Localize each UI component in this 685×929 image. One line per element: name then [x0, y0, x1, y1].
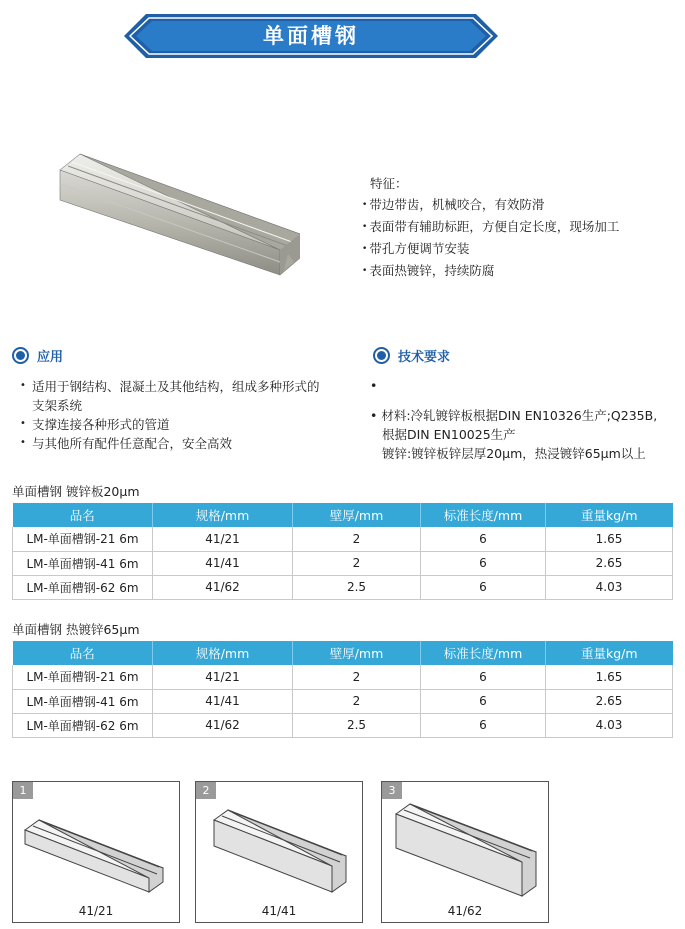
product-image: [50, 150, 300, 280]
table-cell: 6: [421, 713, 546, 737]
table2-title: 单面槽钢 热镀锌65μm: [12, 622, 140, 637]
table-header-row: [13, 641, 673, 665]
table-cell: LM-单面槽钢-62 6m: [13, 575, 153, 599]
col-header: 重量kg/m: [546, 641, 673, 665]
thumbnail-caption: 41/62: [447, 904, 483, 918]
table-cell: 41/21: [153, 665, 293, 689]
col-header: 规格/mm: [153, 503, 293, 527]
table-row: [13, 527, 673, 551]
tech-zinc-line: 镀锌:镀锌板锌层厚20μm，热浸镀锌65μm以上: [382, 446, 646, 461]
tech-heading-label: 技术要求: [398, 350, 451, 365]
table-row: [13, 551, 673, 575]
table-cell: 6: [421, 551, 546, 575]
thumbnail-number: 3: [382, 782, 402, 799]
thumbnail-number: 2: [196, 782, 216, 799]
table-cell: 41/41: [153, 689, 293, 713]
spec-table-galvanized: [12, 503, 673, 600]
page-title: 单面槽钢: [263, 24, 359, 48]
spec-table-hot-dip: [12, 641, 673, 738]
table-cell: LM-单面槽钢-41 6m: [13, 551, 153, 575]
table-row: [13, 575, 673, 599]
col-header: 壁厚/mm: [293, 641, 421, 665]
table-cell: LM-单面槽钢-62 6m: [13, 713, 153, 737]
table-row: [13, 713, 673, 737]
col-header: 标准长度/mm: [421, 503, 546, 527]
tech-material-line: • 材料:冷轧镀锌板根据DIN EN10326生产;Q235B,: [370, 408, 658, 423]
table-header-row: [13, 503, 673, 527]
table-cell: 2: [293, 689, 421, 713]
table-cell: 2.5: [293, 575, 421, 599]
table-cell: 4.03: [546, 575, 673, 599]
table1-title: 单面槽钢 镀锌板20μm: [12, 484, 140, 499]
title-banner: [124, 14, 498, 58]
channel-drawing-medium: [196, 800, 364, 900]
table-cell: 6: [421, 527, 546, 551]
table-row: [13, 665, 673, 689]
thumbnail-number: 1: [13, 782, 33, 799]
table-cell: LM-单面槽钢-41 6m: [13, 689, 153, 713]
table-row: [13, 689, 673, 713]
table-cell: 1.65: [546, 527, 673, 551]
table-cell: 4.03: [546, 713, 673, 737]
application-list: [20, 377, 320, 453]
table-cell: 41/62: [153, 713, 293, 737]
table-cell: 2: [293, 527, 421, 551]
col-header: 规格/mm: [153, 641, 293, 665]
thumbnail-card: [381, 781, 549, 923]
table-cell: 41/62: [153, 575, 293, 599]
channel-drawing-small: [13, 800, 181, 900]
thumbnail-caption: 41/21: [78, 904, 114, 918]
channel-drawing-large: [382, 800, 550, 900]
bullet-circle-icon: [373, 347, 390, 364]
col-header: 壁厚/mm: [293, 503, 421, 527]
feature-item: • 带边带齿，机械咬合，有效防滑: [362, 195, 672, 217]
tech-requirements: [370, 376, 685, 463]
features-list: [362, 195, 672, 283]
col-header: 标准长度/mm: [421, 641, 546, 665]
table-cell: 41/41: [153, 551, 293, 575]
table-cell: 41/21: [153, 527, 293, 551]
table-cell: 6: [421, 689, 546, 713]
table-cell: 2: [293, 665, 421, 689]
thumbnail-card: [12, 781, 180, 923]
feature-item: • 带孔方便调节安装: [362, 239, 672, 261]
table-cell: 2.65: [546, 551, 673, 575]
table-cell: 1.65: [546, 665, 673, 689]
table-cell: 2.5: [293, 713, 421, 737]
feature-item: • 表面热镀锌，持续防腐: [362, 261, 672, 283]
application-item: • 适用于钢结构、混凝土及其他结构，组成多种形式的支架系统: [20, 377, 320, 415]
application-heading-label: 应用: [37, 350, 64, 365]
col-header: 品名: [13, 503, 153, 527]
tech-standard-line: 根据DIN EN10025生产: [382, 427, 516, 442]
col-header: 品名: [13, 641, 153, 665]
col-header: 重量kg/m: [546, 503, 673, 527]
features-block: [362, 174, 672, 283]
bullet-circle-icon: [12, 347, 29, 364]
table-cell: LM-单面槽钢-21 6m: [13, 527, 153, 551]
thumbnail-card: [195, 781, 363, 923]
table-cell: 2: [293, 551, 421, 575]
feature-item: • 表面带有辅助标距，方便自定长度，现场加工: [362, 217, 672, 239]
table-cell: 2.65: [546, 689, 673, 713]
application-item: • 与其他所有配件任意配合，安全高效: [20, 434, 320, 453]
application-heading: [12, 346, 63, 365]
tech-empty-bullet: •: [370, 378, 378, 393]
thumbnail-caption: 41/41: [261, 904, 297, 918]
table-cell: 6: [421, 575, 546, 599]
features-title: 特征：: [370, 176, 408, 191]
application-item: • 支撑连接各种形式的管道: [20, 415, 320, 434]
tech-heading: [373, 346, 450, 365]
table-cell: LM-单面槽钢-21 6m: [13, 665, 153, 689]
table-cell: 6: [421, 665, 546, 689]
